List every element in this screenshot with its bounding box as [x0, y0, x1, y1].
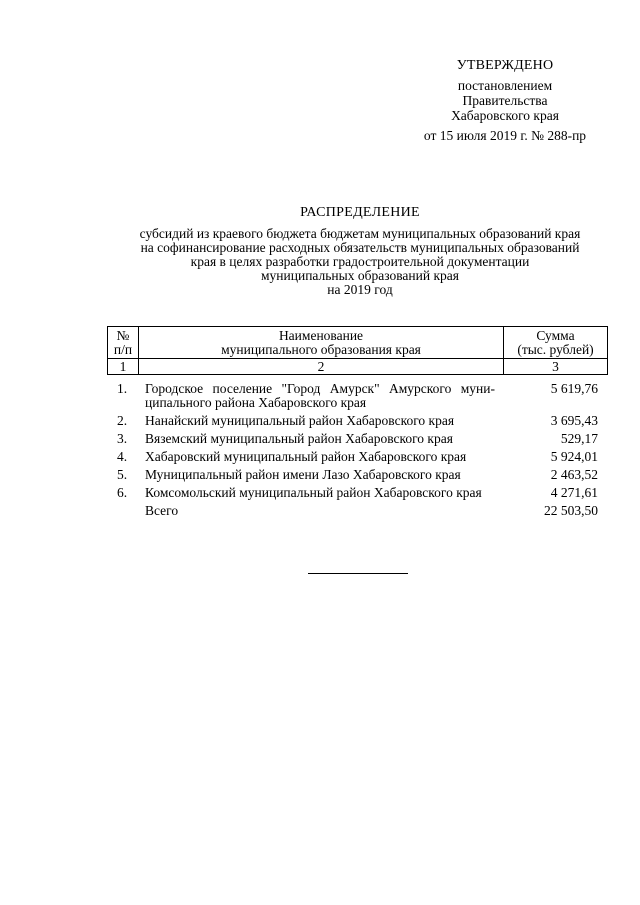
- heading-line: субсидий из краевого бюджета бюджетам муниципальных образований края: [139, 226, 581, 241]
- table-row: [107, 486, 606, 500]
- approval-date: от 15 июля 2019 г. № 288-пр: [423, 128, 587, 143]
- table-row: [107, 432, 606, 446]
- header-name-line1: Наименование: [278, 327, 364, 343]
- table-row: [107, 450, 606, 464]
- column-number: 2: [139, 359, 504, 375]
- row-number: 1.: [116, 381, 128, 396]
- row-number: 3.: [116, 431, 128, 446]
- row-number: 2.: [116, 413, 128, 428]
- row-amount: 4 271,61: [550, 485, 598, 500]
- heading-line: на 2019 год: [327, 282, 393, 297]
- row-amount: 3 695,43: [550, 413, 598, 428]
- header-amount-cell: [504, 327, 608, 359]
- row-amount: 5 924,01: [550, 449, 598, 464]
- closing-rule: [308, 573, 408, 574]
- row-number: 5.: [116, 467, 128, 482]
- header-num-line2: п/п: [113, 341, 133, 357]
- column-number: 3: [504, 359, 608, 375]
- document-title: РАСПРЕДЕЛЕНИЕ: [300, 205, 420, 220]
- row-name: Комсомольский муниципальный район Хабаровского края: [145, 485, 482, 500]
- row-number: 6.: [116, 485, 128, 500]
- heading-line: муниципальных образований края: [261, 268, 459, 283]
- approval-line: Хабаровского края: [451, 108, 559, 123]
- row-name: Нанайский муниципальный район Хабаровского края: [145, 413, 455, 428]
- heading-line: края в целях разработки градостроительной документации: [190, 254, 530, 269]
- row-name: Вяземский муниципальный район Хабаровского края: [145, 431, 453, 446]
- table-row: [107, 414, 606, 428]
- row-amount: 5 619,76: [550, 381, 598, 396]
- approval-line: постановлением: [457, 78, 553, 93]
- row-name: Муниципальный район имени Лазо Хабаровского края: [145, 467, 461, 482]
- total-row: [107, 504, 606, 518]
- distribution-rows: [107, 382, 606, 522]
- header-name-cell: [139, 327, 504, 359]
- row-amount: 529,17: [560, 431, 598, 446]
- header-num-cell: [108, 327, 139, 359]
- row-number: 4.: [116, 449, 128, 464]
- approval-line: Правительства: [462, 93, 548, 108]
- total-label: Всего: [145, 503, 179, 518]
- approval-block: [400, 58, 610, 143]
- header-num-line1: №: [116, 327, 130, 343]
- header-amount-line2: (тыс. рублей): [517, 341, 594, 357]
- column-number: 1: [108, 359, 139, 375]
- approval-title: УТВЕРЖДЕНО: [456, 58, 554, 73]
- table-row: [107, 468, 606, 482]
- row-amount: 2 463,52: [550, 467, 598, 482]
- distribution-table-header: [107, 326, 608, 375]
- header-name-line2: муниципального образования края: [221, 341, 421, 357]
- total-amount: 22 503,50: [544, 503, 598, 518]
- heading-line: на софинансирование расходных обязательств муниципальных образований: [140, 240, 580, 255]
- row-name: Городское поселение "Город Амурск" Амурского муни-ципального района Хабаровского края: [145, 381, 495, 410]
- table-row: [107, 382, 606, 410]
- header-amount-line1: Сумма: [536, 327, 575, 343]
- document-heading: [100, 205, 620, 297]
- row-name: Хабаровский муниципальный район Хабаровского края: [145, 449, 467, 464]
